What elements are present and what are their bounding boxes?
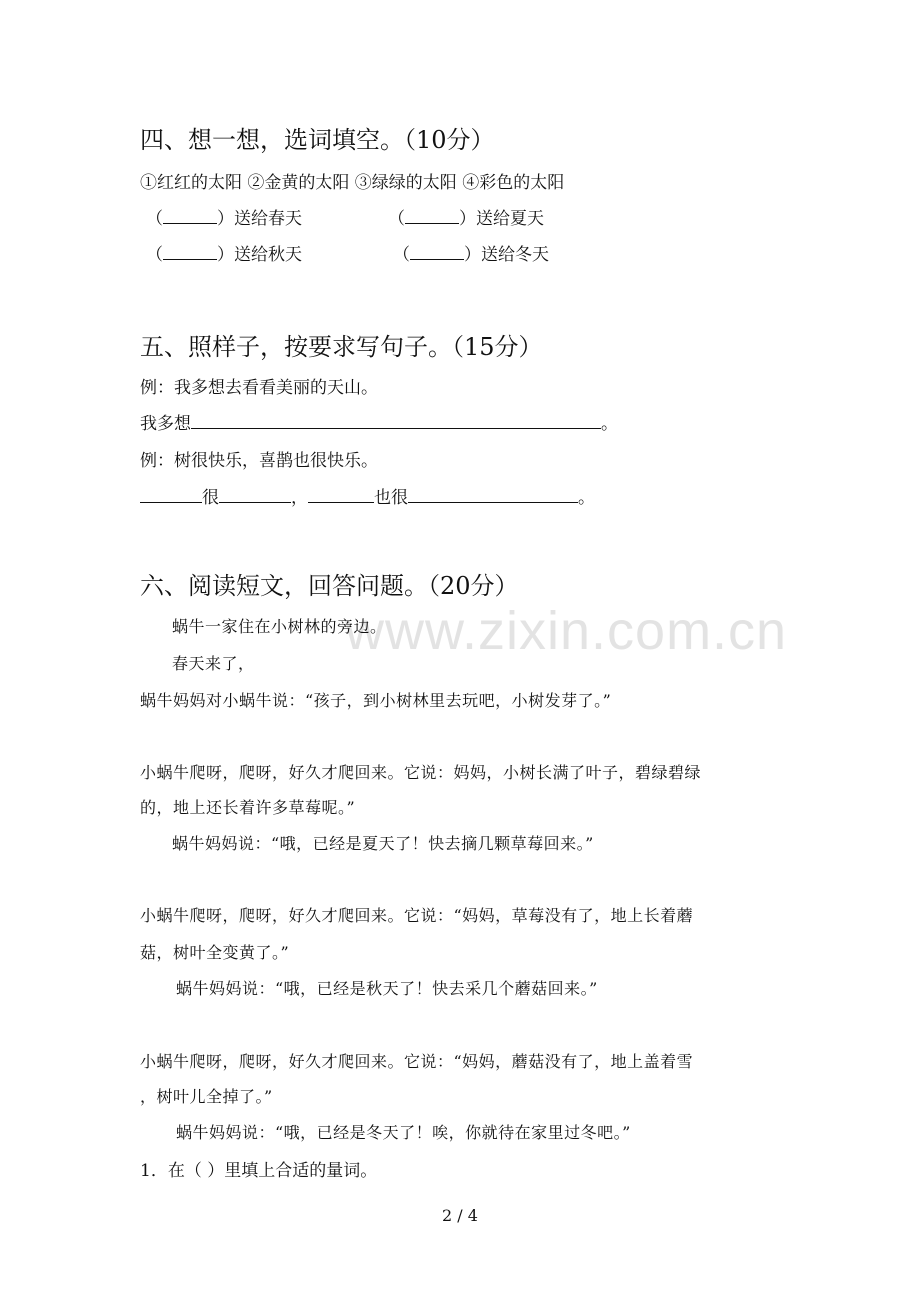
- blank[interactable]: [163, 222, 217, 224]
- section-5-heading: 五、照样子，按要求写句子。（15分）: [140, 333, 543, 361]
- blank[interactable]: [308, 501, 374, 503]
- passage-line: 菇，树叶全变黄了。”: [140, 943, 290, 962]
- page-number: 2 / 4: [442, 1206, 478, 1225]
- passage-line: 春天来了，: [172, 654, 255, 673]
- blank[interactable]: [410, 258, 464, 260]
- blank[interactable]: [405, 222, 459, 224]
- passage-line: 蜗牛妈妈说：“哦，已经是夏天了！快去摘几颗草莓回来。”: [172, 834, 594, 853]
- blank[interactable]: [163, 258, 217, 260]
- fill-blank-spring: （ ）送给春天: [146, 209, 302, 229]
- passage-line: 的，地上还长着许多草莓呢。”: [140, 798, 356, 817]
- blank[interactable]: [140, 501, 202, 503]
- blank[interactable]: [408, 501, 578, 503]
- example-1: 例：我多想去看看美丽的天山。: [140, 378, 378, 398]
- fill-blank-summer: （ ）送给夏天: [388, 209, 544, 229]
- answer-line-2: 很 ， 也很 。: [140, 483, 595, 508]
- passage-line: 蜗牛妈妈对小蜗牛说：“孩子，到小树林里去玩吧，小树发芽了。”: [140, 691, 612, 710]
- passage-line: ，树叶儿全掉了。”: [140, 1087, 273, 1106]
- answer-line-1: 我多想 。: [140, 414, 618, 434]
- fill-blank-winter: （ ）送给冬天: [393, 245, 549, 265]
- passage-line: 蜗牛妈妈说：“哦，已经是冬天了！唉，你就待在家里过冬吧。”: [176, 1123, 631, 1142]
- fill-blank-autumn: （ ）送给秋天: [146, 245, 302, 265]
- passage-line: 小蜗牛爬呀，爬呀，好久才爬回来。它说：“妈妈，蘑菇没有了，地上盖着雪: [140, 1052, 694, 1071]
- passage-line: 小蜗牛爬呀，爬呀，好久才爬回来。它说：“妈妈，草莓没有了，地上长着蘑: [140, 906, 694, 925]
- watermark: www.zixin.com.cn: [345, 601, 788, 661]
- passage-line: 蜗牛妈妈说：“哦，已经是秋天了！快去采几个蘑菇回来。”: [176, 979, 598, 998]
- blank[interactable]: [191, 427, 601, 429]
- section-4-options: ①红红的太阳 ②金黄的太阳 ③绿绿的太阳 ④彩色的太阳: [140, 173, 565, 193]
- blank[interactable]: [219, 501, 291, 503]
- passage-line: 小蜗牛爬呀，爬呀，好久才爬回来。它说：妈妈，小树长满了叶子，碧绿碧绿: [140, 763, 702, 782]
- section-4-heading: 四、想一想，选词填空。（10分）: [140, 126, 495, 154]
- section-6-heading: 六、阅读短文，回答问题。（20分）: [140, 572, 519, 600]
- passage-line: 蜗牛一家住在小树林的旁边。: [172, 617, 387, 636]
- question-1: 1．在（ ）里填上合适的量词。: [140, 1161, 378, 1181]
- example-2: 例：树很快乐，喜鹊也很快乐。: [140, 451, 378, 471]
